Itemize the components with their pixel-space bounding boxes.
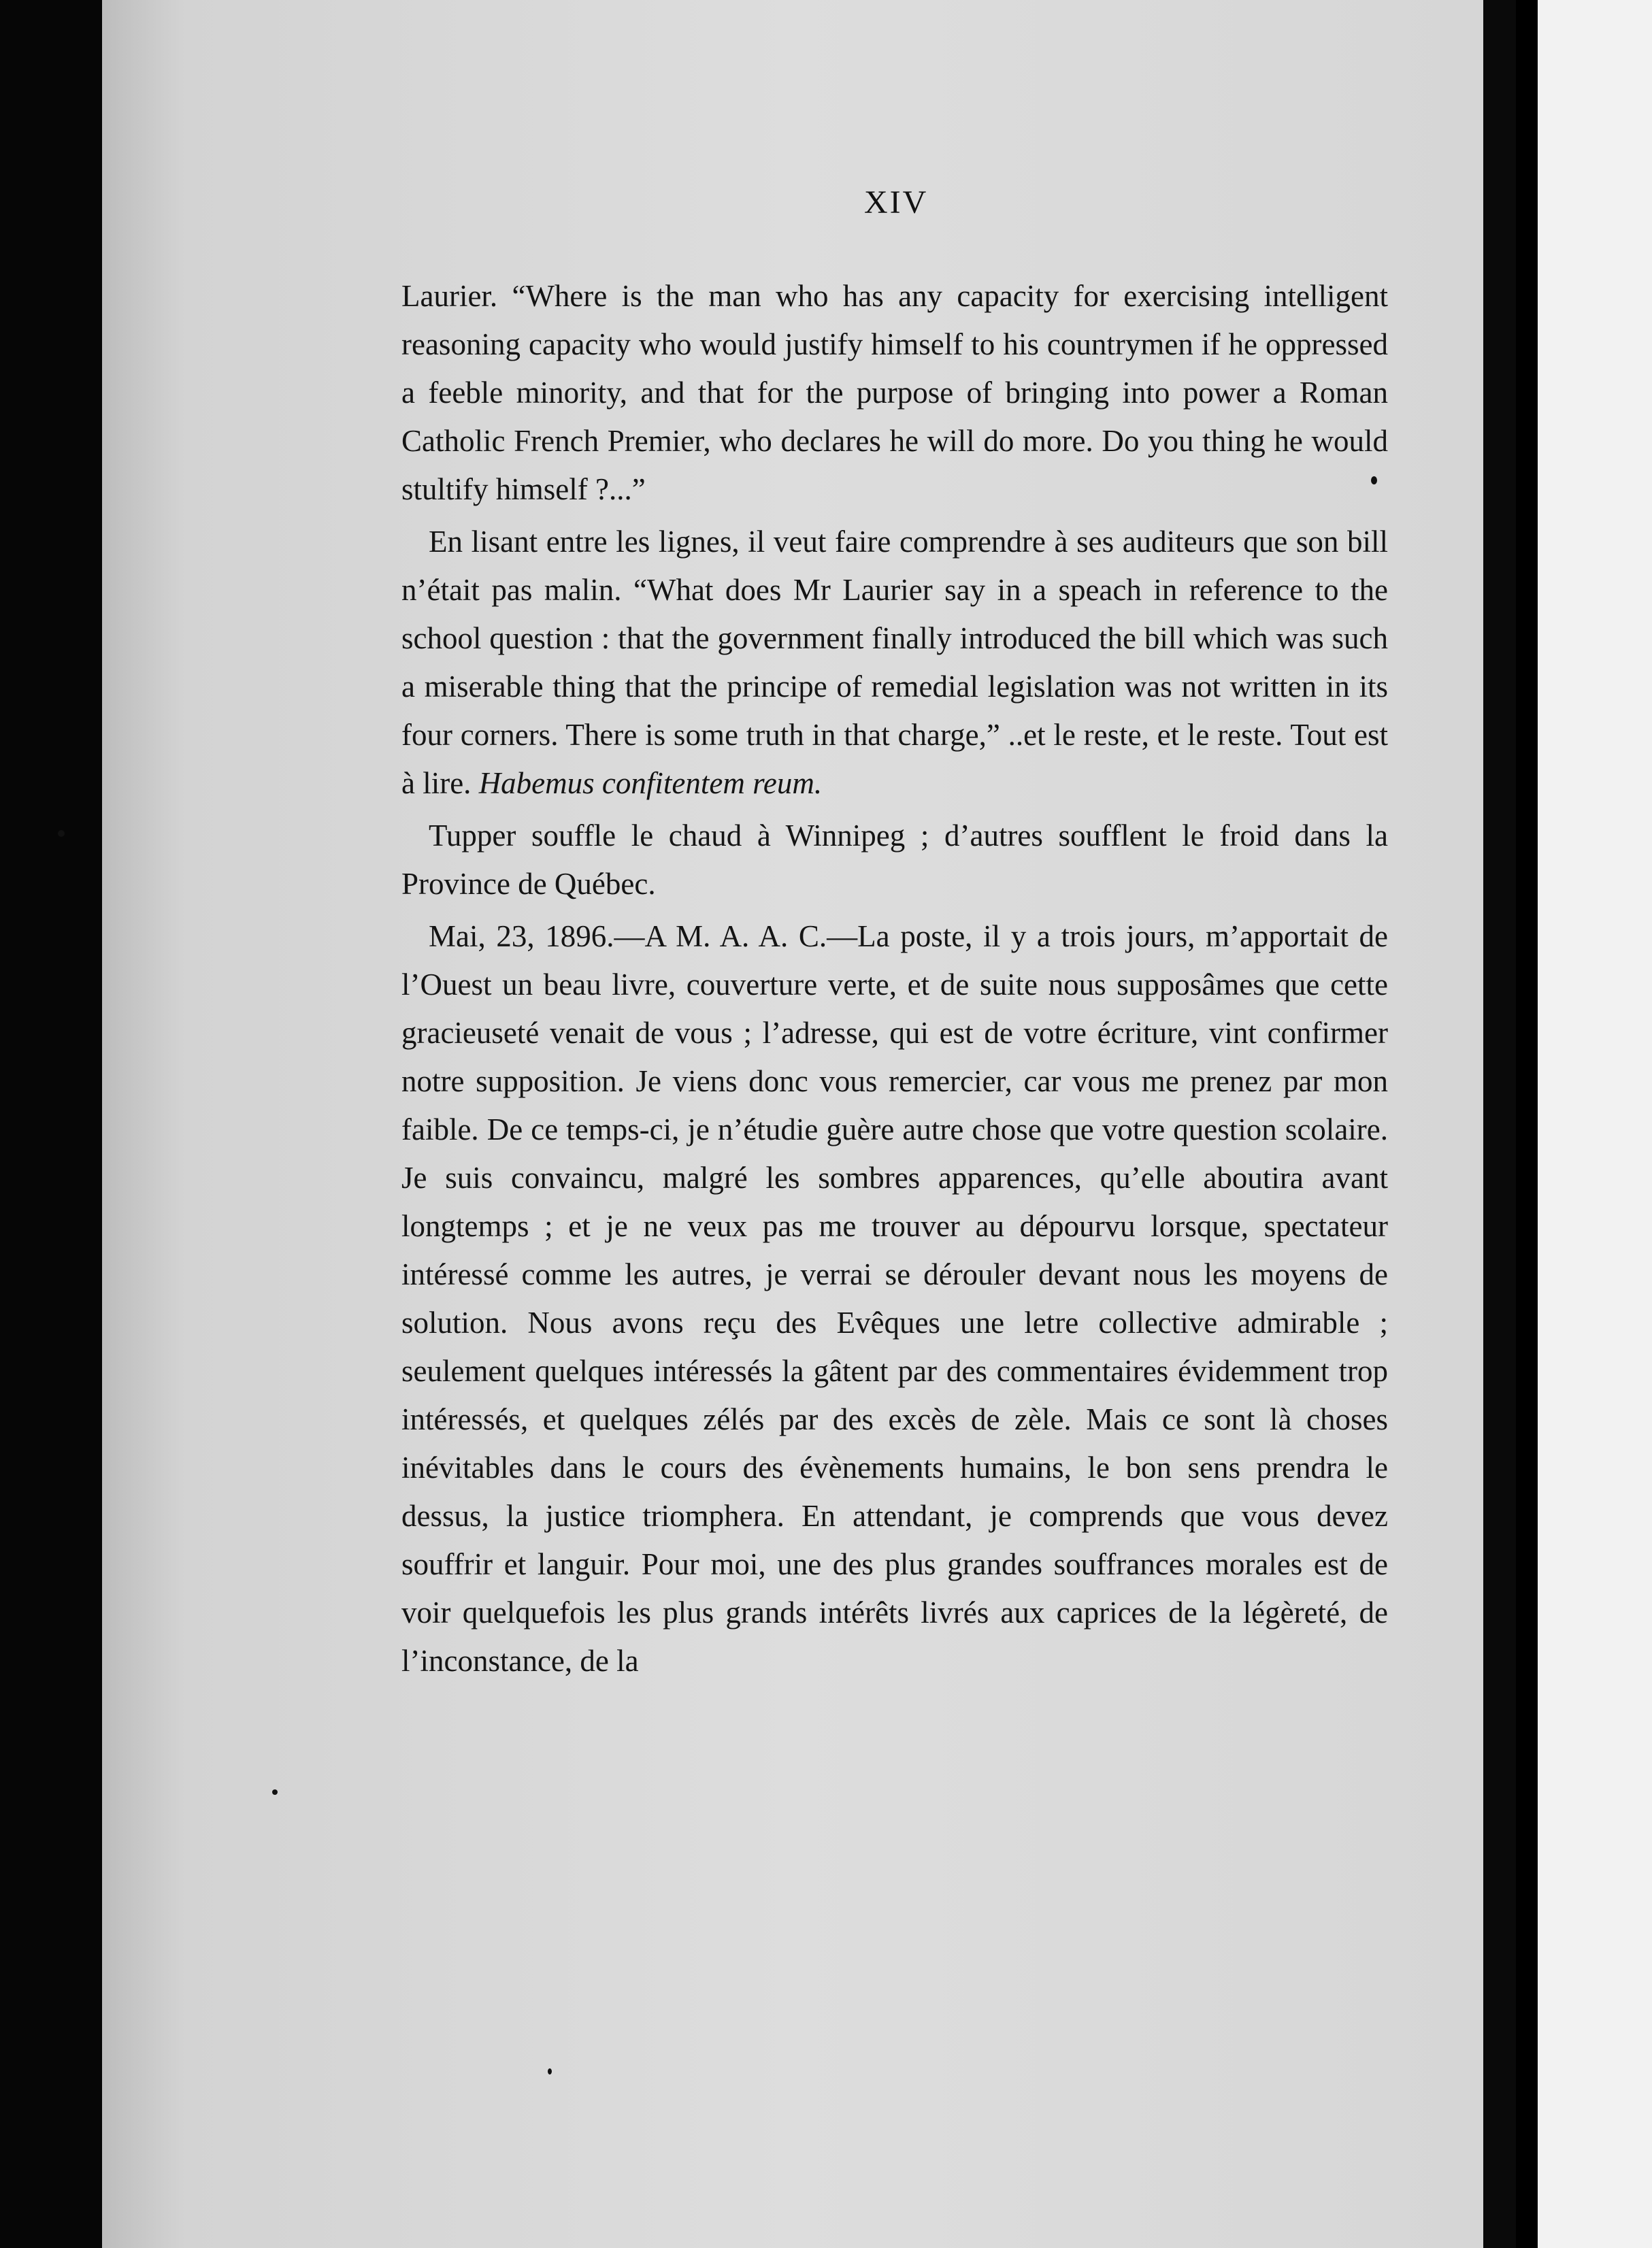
scan-speck: [272, 1789, 278, 1795]
paragraph-3: [401, 812, 1388, 908]
scan-speck: [1371, 476, 1377, 484]
paragraph-4: [401, 912, 1388, 1685]
paragraph-2-text: En lisant entre les lignes, il veut faire comprendre à ses auditeurs que son bill n’était pas malin. “What does Mr Laurier say in a speach in reference to the school question : that the government finally introduced the bill which was such a miserable thing that the principe of remedial legislation was not written in its four corners. There is some truth in that charge,” ..et le reste, et le reste. Tout est à lire.: [401, 525, 1388, 800]
paragraph-1-text: Laurier. “Where is the man who has any capacity for exercising intelligent reasoning capacity who would justify himself to his countrymen if he oppressed a feeble minority, and that for the purpose of bringing into power a Roman Catholic French Premier, who declares he will do more. Do you thing he would stultify himself ?...”: [401, 279, 1388, 506]
scan-left-border: [0, 0, 102, 2248]
page-number: XIV: [864, 184, 929, 220]
latin-phrase: Habemus confitentem reum.: [478, 766, 823, 800]
paragraph-1: [401, 272, 1388, 514]
scan-speck: [548, 2068, 552, 2075]
scan-speck: [58, 830, 65, 837]
scan-gutter: [1483, 0, 1516, 2248]
body-text: [401, 272, 1388, 1689]
adjacent-page-edge: [1538, 0, 1652, 2248]
paragraph-2: [401, 518, 1388, 808]
paragraph-4-text: Mai, 23, 1896.—A M. A. A. C.—La poste, il y a trois jours, m’apportait de l’Ouest un beau livre, couverture verte, et de suite nous supposâmes que cette gracieuseté venait de vous ; l’adresse, qui est de votre écriture, vint confirmer notre supposition. Je viens donc vous remercier, car vous me prenez par mon faible. De ce temps-ci, je n’étudie guère autre chose que votre question scolaire. Je suis convaincu, malgré les sombres apparences, qu’elle aboutira avant longtemps ; et je ne veux pas me trouver au dépourvu lorsque, spectateur intéressé comme les autres, je verrai se dérouler devant nous les moyens de solution. Nous avons reçu des Evêques une letre collective admirable ; seulement quelques intéressés la gâtent par des commentaires évidemment trop intéressés, et quelques zélés par des excès de zèle. Mais ce sont là choses inévitables dans le cours des évènements humains, le bon sens prendra le dessus, la justice triomphera. En attendant, je comprends que vous devez souffrir et languir. Pour moi, une des plus grandes souffrances morales est de voir quelquefois les plus grands intérêts livrés aux caprices de la légèreté, de l’inconstance, de la: [401, 919, 1388, 1678]
paragraph-3-text: Tupper souffle le chaud à Winnipeg ; d’autres soufflent le froid dans la Province de Québec.: [401, 819, 1388, 901]
